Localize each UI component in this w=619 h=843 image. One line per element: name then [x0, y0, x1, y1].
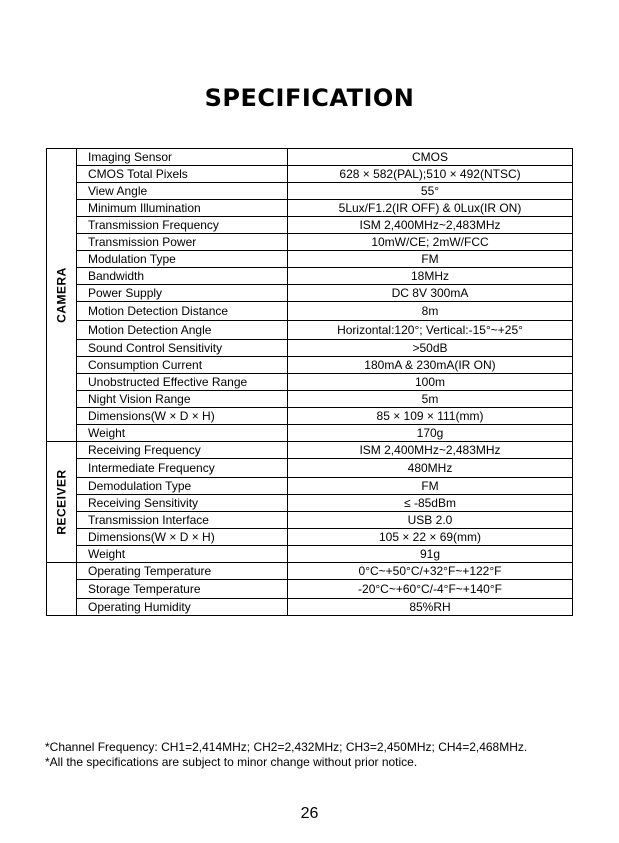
spec-label: Dimensions(W × D × H)	[77, 408, 288, 425]
spec-row	[47, 251, 573, 268]
section-receiver	[47, 442, 77, 563]
spec-row	[47, 563, 573, 580]
spec-row	[47, 268, 573, 285]
spec-label: Unobstructed Effective Range	[77, 374, 288, 391]
footnotes	[45, 740, 527, 770]
spec-value: 628 × 582(PAL);510 × 492(NTSC)	[288, 166, 573, 183]
spec-value: 55°	[288, 183, 573, 200]
footnote-channel-frequency: *Channel Frequency: CH1=2,414MHz; CH2=2,432MHz; CH3=2,450MHz; CH4=2,468MHz.	[45, 740, 528, 754]
spec-value: 170g	[288, 425, 573, 442]
spec-row	[47, 285, 573, 302]
spec-label: Operating Temperature	[77, 563, 288, 580]
spec-value: 18MHz	[288, 268, 573, 285]
spec-value: ISM 2,400MHz~2,483MHz	[288, 217, 573, 234]
spec-value: CMOS	[288, 149, 573, 166]
spec-label: Transmission Frequency	[77, 217, 288, 234]
spec-row	[47, 459, 573, 478]
spec-label: Weight	[77, 546, 288, 563]
spec-row	[47, 478, 573, 495]
spec-row	[47, 391, 573, 408]
spec-label: Power Supply	[77, 285, 288, 302]
spec-value: ISM 2,400MHz~2,483MHz	[288, 442, 573, 459]
spec-row	[47, 408, 573, 425]
spec-value: USB 2.0	[288, 512, 573, 529]
spec-label: Motion Detection Angle	[77, 321, 288, 340]
spec-value: FM	[288, 251, 573, 268]
spec-value: 0°C~+50°C/+32°F~+122°F	[288, 563, 573, 580]
spec-value: 105 × 22 × 69(mm)	[288, 529, 573, 546]
spec-label: Modulation Type	[77, 251, 288, 268]
spec-label: Sound Control Sensitivity	[77, 340, 288, 357]
spec-row	[47, 183, 573, 200]
spec-row	[47, 166, 573, 183]
spec-value: ≤ -85dBm	[288, 495, 573, 512]
section-general	[47, 563, 77, 616]
spec-value: 85%RH	[288, 599, 573, 616]
spec-row	[47, 512, 573, 529]
spec-label: Consumption Current	[77, 357, 288, 374]
spec-label: Demodulation Type	[77, 478, 288, 495]
spec-label: Receiving Sensitivity	[77, 495, 288, 512]
specification-table	[46, 148, 573, 616]
spec-value: 85 × 109 × 111(mm)	[288, 408, 573, 425]
spec-row	[47, 340, 573, 357]
spec-label: Minimum Illumination	[77, 200, 288, 217]
spec-value: 5Lux/F1.2(IR OFF) & 0Lux(IR ON)	[288, 200, 573, 217]
spec-row	[47, 149, 573, 166]
spec-value: -20°C~+60°C/-4°F~+140°F	[288, 580, 573, 599]
spec-row	[47, 200, 573, 217]
spec-label: CMOS Total Pixels	[77, 166, 288, 183]
footnote-disclaimer: *All the specifications are subject to minor change without prior notice.	[45, 755, 418, 769]
spec-row	[47, 546, 573, 563]
section-label-camera: CAMERA	[54, 267, 68, 323]
spec-row	[47, 321, 573, 340]
spec-row	[47, 302, 573, 321]
section-label-receiver: RECEIVER	[54, 469, 68, 535]
spec-value: 8m	[288, 302, 573, 321]
spec-label: Night Vision Range	[77, 391, 288, 408]
spec-label: Receiving Frequency	[77, 442, 288, 459]
spec-row	[47, 529, 573, 546]
spec-value: DC 8V 300mA	[288, 285, 573, 302]
spec-label: Intermediate Frequency	[77, 459, 288, 478]
spec-value: >50dB	[288, 340, 573, 357]
page-title: SPECIFICATION	[204, 84, 415, 112]
section-camera	[47, 149, 77, 442]
spec-row	[47, 425, 573, 442]
spec-label: View Angle	[77, 183, 288, 200]
spec-row	[47, 357, 573, 374]
spec-row	[47, 217, 573, 234]
spec-value: 100m	[288, 374, 573, 391]
spec-label: Operating Humidity	[77, 599, 288, 616]
spec-value: 180mA & 230mA(IR ON)	[288, 357, 573, 374]
spec-row	[47, 580, 573, 599]
spec-label: Imaging Sensor	[77, 149, 288, 166]
page-number: 26	[300, 805, 319, 822]
spec-row	[47, 599, 573, 616]
spec-label: Weight	[77, 425, 288, 442]
spec-value: FM	[288, 478, 573, 495]
spec-value: 480MHz	[288, 459, 573, 478]
spec-label: Transmission Power	[77, 234, 288, 251]
spec-label: Dimensions(W × D × H)	[77, 529, 288, 546]
spec-value: 10mW/CE; 2mW/FCC	[288, 234, 573, 251]
spec-label: Storage Temperature	[77, 580, 288, 599]
spec-label: Transmission Interface	[77, 512, 288, 529]
spec-value: Horizontal:120°; Vertical:-15°~+25°	[288, 321, 573, 340]
spec-row	[47, 234, 573, 251]
spec-label: Motion Detection Distance	[77, 302, 288, 321]
spec-row	[47, 495, 573, 512]
spec-value: 5m	[288, 391, 573, 408]
spec-value: 91g	[288, 546, 573, 563]
spec-label: Bandwidth	[77, 268, 288, 285]
spec-row	[47, 374, 573, 391]
spec-row	[47, 442, 573, 459]
